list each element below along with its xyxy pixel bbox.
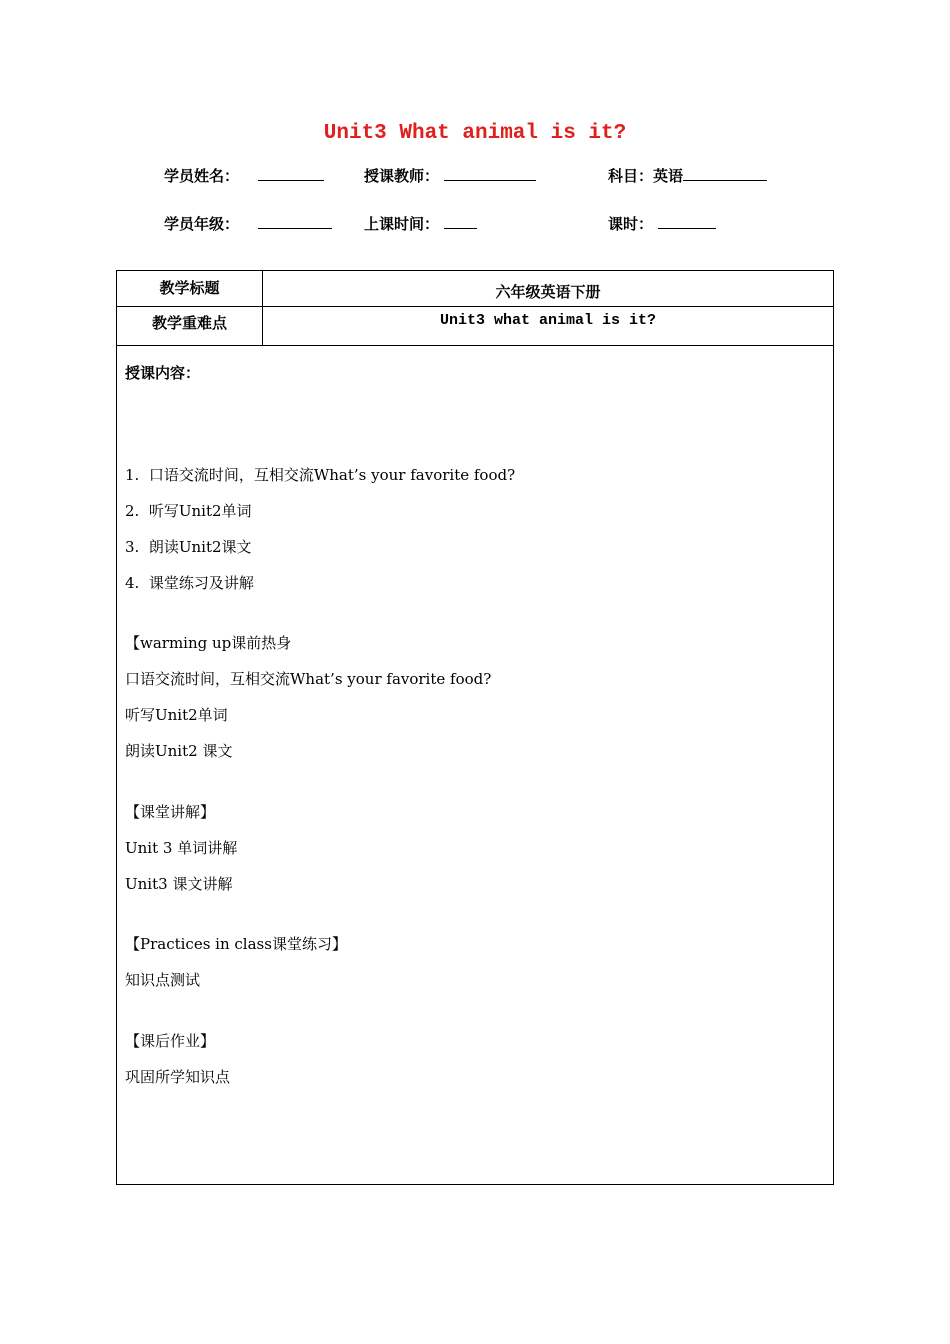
- subject-field: [608, 165, 767, 186]
- content-heading: 授课内容：: [125, 364, 201, 382]
- student-name-label: 学员姓名：: [164, 167, 240, 185]
- student-name-blank: [258, 166, 324, 181]
- grade-label: 学员年级：: [164, 215, 240, 233]
- key-points-value: Unit3 what animal is it?: [439, 312, 657, 329]
- practice-heading: 【Practices in class课堂练习】: [125, 935, 347, 953]
- lecture-item: Unit 3 单词讲解: [125, 839, 238, 857]
- class-time-field: [364, 213, 477, 234]
- subject-blank: [683, 166, 767, 181]
- teacher-label: 授课教师：: [364, 167, 440, 185]
- warmup-heading: 【warming up课前热身: [125, 634, 292, 652]
- period-field: [608, 213, 716, 234]
- table-row-divider: [117, 306, 833, 307]
- homework-item: 巩固所学知识点: [125, 1068, 231, 1086]
- teaching-title-label: 教学标题: [159, 279, 220, 297]
- subject-label: 科目：英语: [608, 167, 684, 185]
- table-header-divider: [117, 345, 833, 346]
- list-item: 4. 课堂练习及讲解: [125, 574, 254, 592]
- warmup-item: 听写Unit2单词: [125, 706, 228, 724]
- grade-blank: [258, 214, 332, 229]
- student-name-field: [164, 165, 324, 186]
- period-label: 课时：: [608, 215, 654, 233]
- homework-heading: 【课后作业】: [125, 1032, 216, 1050]
- lecture-heading: 【课堂讲解】: [125, 803, 216, 821]
- practice-item: 知识点测试: [125, 971, 201, 989]
- list-item: 2. 听写Unit2单词: [125, 502, 252, 520]
- list-item: 1. 口语交流时间，互相交流What’s your favorite food?: [125, 466, 516, 484]
- teacher-blank: [444, 166, 536, 181]
- teaching-title-value: 六年级英语下册: [495, 283, 601, 301]
- class-time-blank: [444, 214, 477, 229]
- key-points-label: 教学重难点: [151, 314, 227, 332]
- lesson-table: [116, 270, 834, 1185]
- class-time-label: 上课时间：: [364, 215, 440, 233]
- warmup-item: 朗读Unit2 课文: [125, 742, 233, 760]
- grade-field: [164, 213, 332, 234]
- warmup-item: 口语交流时间，互相交流What’s your favorite food?: [125, 670, 492, 688]
- document-title: Unit3 What animal is it?: [323, 122, 627, 145]
- period-blank: [658, 214, 716, 229]
- lecture-item: Unit3 课文讲解: [125, 875, 233, 893]
- teacher-field: [364, 165, 536, 186]
- list-item: 3. 朗读Unit2课文: [125, 538, 252, 556]
